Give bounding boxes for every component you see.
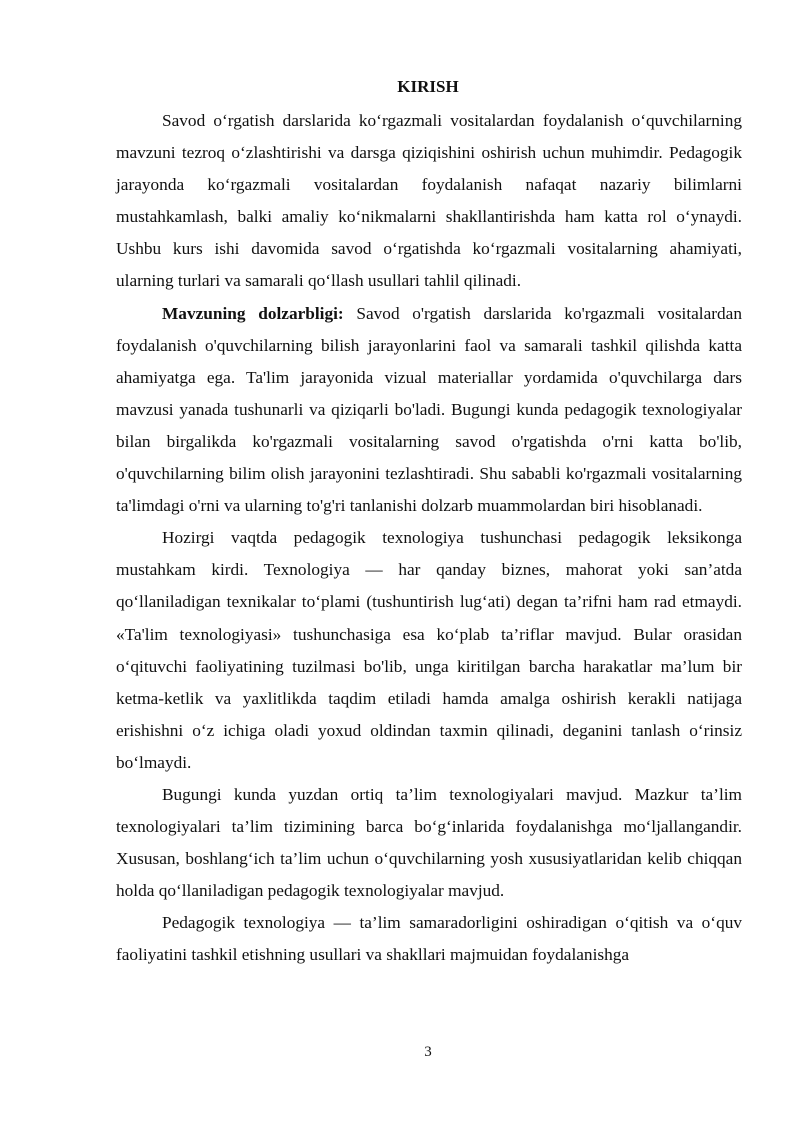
paragraph-text: Pedagogik texnologiya — ta’lim samaradorligini oshiradigan o‘qitish va o‘quv faoliyatini tashkil etishning usullari va shakllari majmuidan foydalanishga <box>116 913 742 965</box>
paragraph-intro <box>116 105 742 298</box>
paragraph-text: Savod o'rgatish darslarida ko'rgazmali vositalardan foydalanish o'quvchilarning bilish jarayonlarini faol va samarali tashkil qilishda katta ahamiyatga ega. Ta'lim jarayonida vizual materiallar yordamida o'quvchilarga dars mavzusi yanada tushunarli va qiziqarli bo'ladi. Bugungi kunda pedagogik texnologiyalar bilan birgalikda ko'rgazmali vositalarning savod o'rgatishda o'rni katta bo'lib, o'quvchilarning bilim olish jarayonini tezlashtiradi. Shu sababli ko'rgazmali vositalarning ta'limdagi o'rni va ularning to'g'ri tanlanishi dolzarb muammolardan biri hisoblanadi. <box>116 303 742 516</box>
paragraph-lead-heading: Mavzuning dolzarbligi: <box>162 303 344 323</box>
paragraph-pedagogical-tech <box>116 907 742 971</box>
paragraph-relevance <box>116 298 742 523</box>
document-body <box>116 105 742 972</box>
paragraph-text: Bugungi kunda yuzdan ortiq ta’lim texnologiyalari mavjud. Mazkur ta’lim texnologiyalari ta’lim tizimining barca bo‘g‘inlarida foydalanishga mo‘ljallangandir. Xususan, boshlang‘ich ta’lim uchun o‘quvchilarning yosh xususiyatlaridan kelib chiqqan holda qo‘llaniladigan pedagogik texnologiyalar mavjud. <box>116 784 742 901</box>
page-number: 3 <box>424 1044 432 1060</box>
paragraph-education-tech <box>116 779 742 907</box>
paragraph-technology <box>116 522 742 779</box>
paragraph-text: Hozirgi vaqtda pedagogik texnologiya tushunchasi pedagogik leksikonga mustahkam kirdi. Texnologiya — har qanday biznes, mahorat yoki san’atda qo‘llaniladigan texnikalar to‘plami (tushuntirish lug‘ati) degan ta’rifni ham rad etmaydi. «Ta'lim texnologiyasi» tushunchasiga esa ko‘plab ta’riflar mavjud. Bular orasidan o‘qituvchi faoliyatining tuzilmasi bo'lib, unga kiritilgan barcha harakatlar ma’lum bir ketma-ketlik va yaxlitlikda taqdim etiladi hamda amalga oshirish kerakli natijaga erishishni o‘z ichiga oladi yoxud oldindan taxmin qilinadi, deganini tanlash o‘rinsiz bo‘lmaydi. <box>116 528 742 772</box>
paragraph-text: Savod o‘rgatish darslarida ko‘rgazmali vositalardan foydalanish o‘quvchilarning mavzuni tezroq o‘zlashtirishi va darsga qiziqishini oshirish uchun muhimdir. Pedagogik jarayonda ko‘rgazmali vositalardan foydalanish nafaqat nazariy bilimlarni mustahkamlash, balki amaliy ko‘nikmalarni shakllantirishda ham katta rol o‘ynaydi. Ushbu kurs ishi davomida savod o‘rgatishda ko‘rgazmali vositalarning ahamiyati, ularning turlari va samarali qo‘llash usullari tahlil qilinadi. <box>116 111 742 291</box>
page-title: KIRISH <box>397 77 459 96</box>
